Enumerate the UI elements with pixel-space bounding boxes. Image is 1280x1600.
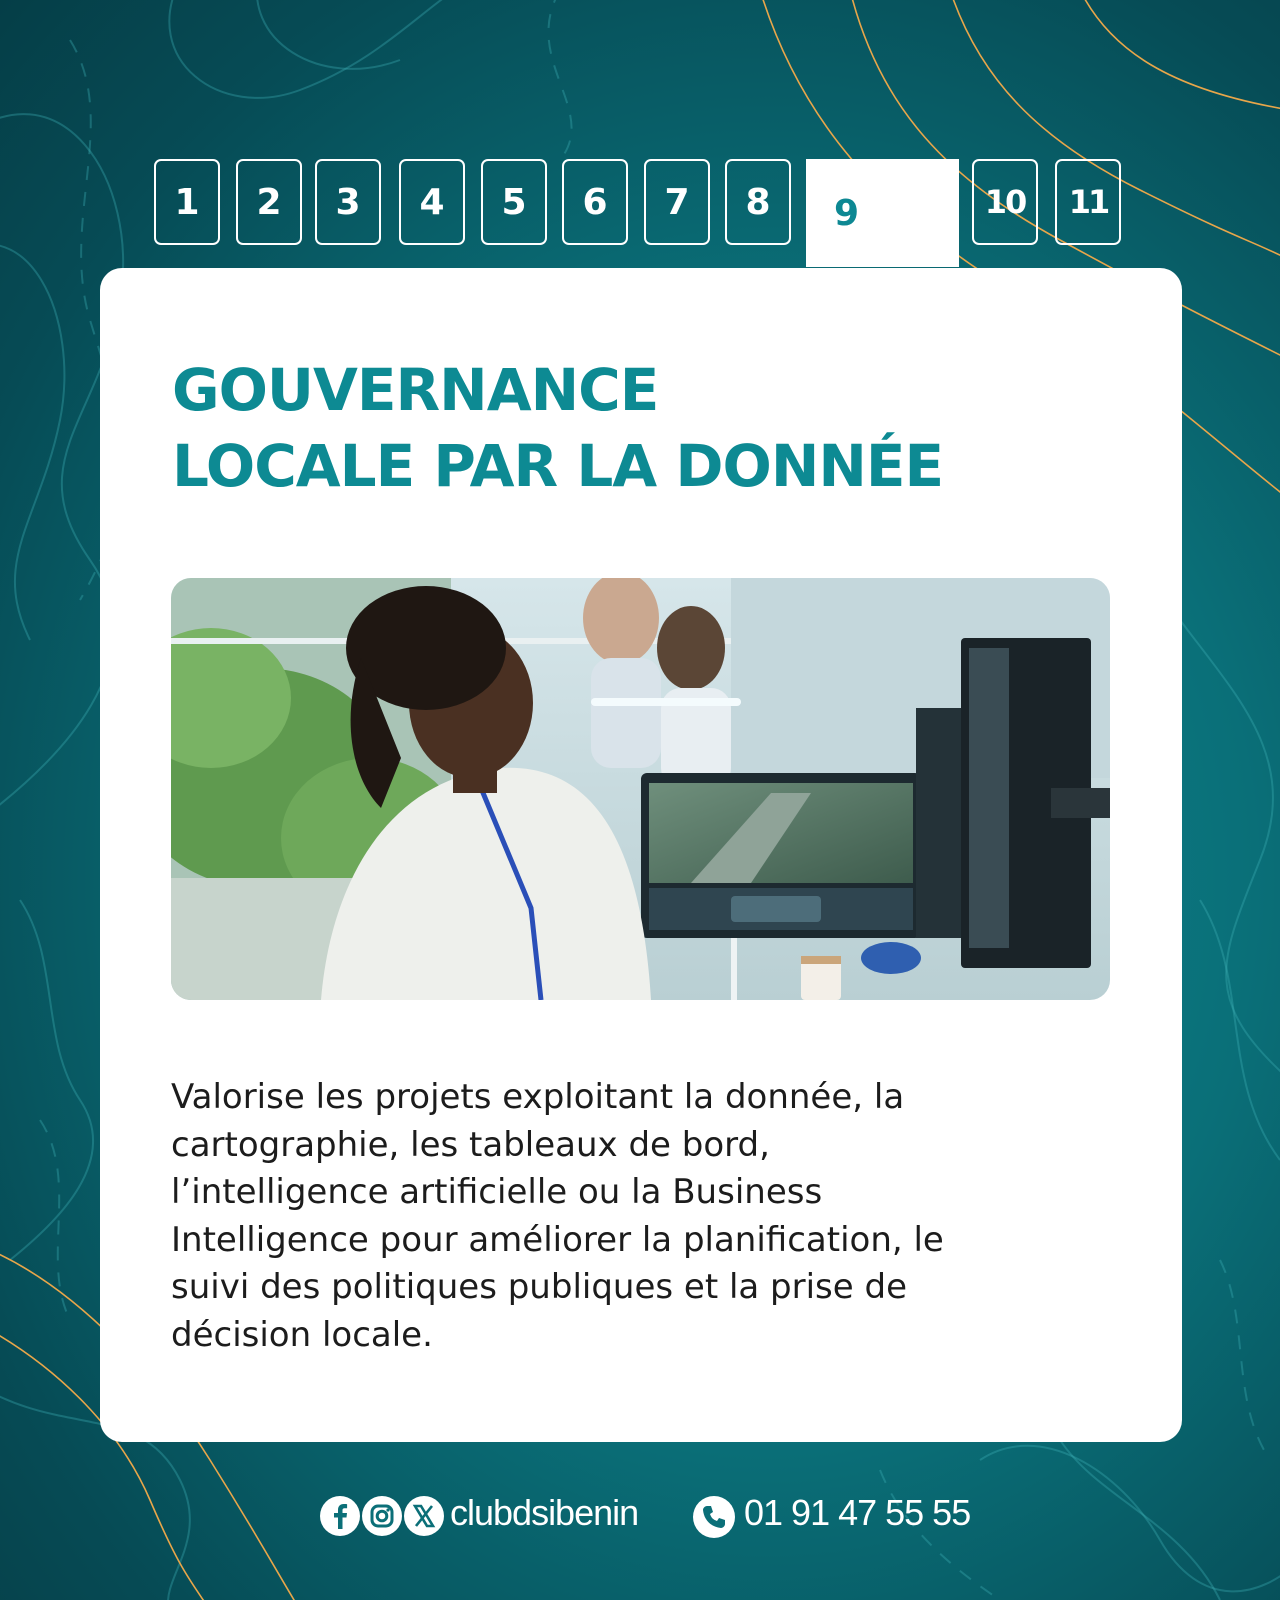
page-tab-10[interactable]: 10: [972, 159, 1038, 245]
page-tab-4[interactable]: 4: [399, 159, 465, 245]
slide-pagination: [0, 0, 1280, 270]
card-description: Valorise les projets exploitant la donnée, la cartographie, les tableaux de bord, l’intelligence artificielle ou la Business Intelligence pour améliorer la planification, le suivi des politiques publiques et la prise de décision locale.: [171, 1077, 944, 1355]
content-card: [100, 268, 1182, 1442]
title-line-2: LOCALE PAR LA DONNÉE: [172, 432, 944, 500]
page-tab-8[interactable]: 8: [725, 159, 791, 245]
x-icon[interactable]: [404, 1496, 444, 1536]
contact-footer: [0, 1480, 1280, 1560]
social-handle[interactable]: clubdsibenin: [450, 1492, 639, 1533]
facebook-icon[interactable]: [320, 1496, 360, 1536]
page-tab-1[interactable]: 1: [154, 159, 220, 245]
title-line-1: GOUVERNANCE: [172, 356, 659, 424]
instagram-icon[interactable]: [362, 1496, 402, 1536]
page-tab-9-active[interactable]: 9: [806, 159, 959, 267]
page-tab-7[interactable]: 7: [644, 159, 710, 245]
phone-icon: [693, 1496, 735, 1538]
control-room-photo: [171, 578, 1110, 1000]
card-title: [172, 352, 943, 504]
page-tab-11[interactable]: 11: [1055, 159, 1121, 245]
page-tab-6[interactable]: 6: [562, 159, 628, 245]
phone-number[interactable]: 01 91 47 55 55: [744, 1492, 971, 1533]
page-tab-5[interactable]: 5: [481, 159, 547, 245]
page-tab-3[interactable]: 3: [315, 159, 381, 245]
page-tab-2[interactable]: 2: [236, 159, 302, 245]
